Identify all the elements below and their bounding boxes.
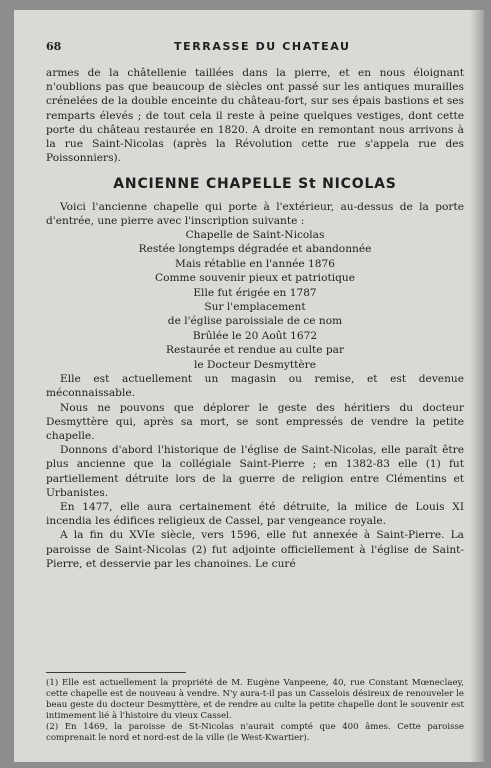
body-paragraph: A la fin du XVIe siècle, vers 1596, elle fut annexée à Saint-Pierre. La paroisse de Saint-Nicolas (2) fut adjointe officiellement à l'église de Saint-Pierre, et desservie par les chanoines. Le curé (46, 529, 464, 570)
section-heading: ANCIENNE CHAPELLE St NICOLAS (113, 176, 397, 193)
inscription-line: Comme souvenir pieux et patriotique (155, 272, 355, 285)
inscription-intro-paragraph: Voici l'ancienne chapelle qui porte à l'extérieur, au-dessus de la porte d'entrée, une pierre avec l'inscription suivante : (46, 200, 464, 227)
footnotes (46, 678, 464, 744)
intro-paragraph: armes de la châtellenie taillées dans la pierre, et en nous éloignant n'oublions pas que beaucoup de siècles ont passé sur les antiques murailles crénelées de la double enceinte du château-fort, sur ses épais bastions et ses remparts élevés ; de tout cela il reste à peine quelques vestiges, dont cette porte du château restaurée en 1820. A droite en remontant nous arrivons à la rue Saint-Nicolas (après la Révolution cette rue s'appela rue des Poissonniers). (46, 67, 464, 165)
inscription-line: Restée longtemps dégradée et abandonnée (138, 243, 372, 256)
inscription-line: Elle fut érigée en 1787 (193, 286, 317, 299)
scan-shadow (470, 10, 484, 762)
body-paragraph: Elle est actuellement un magasin ou remise, et est devenue méconnaissable. (46, 373, 464, 400)
inscription-line: le Docteur Desmyttère (194, 358, 316, 371)
inscription-line: Mais rétablie en l'année 1876 (174, 257, 336, 270)
inscription-line: de l'église paroissiale de ce nom (167, 315, 343, 328)
body-paragraph: Donnons d'abord l'historique de l'église de Saint-Nicolas, elle paraît être plus ancienne que la collégiale Saint-Pierre ; en 1382-83 elle (1) fut partiellement détruite lors de la guerre de religion entre Clémentins et Urbanistes. (46, 444, 464, 499)
body-paragraph: Nous ne pouvons que déplorer le geste des héritiers du docteur Desmyttère qui, après sa mort, se sont empressés de vendre la petite chapelle. (46, 401, 464, 442)
document-page (14, 10, 484, 762)
running-head: TERRASSE DU CHATEAU (174, 40, 351, 53)
body-paragraph: En 1477, elle aura certainement été détruite, la milice de Louis XI incendia les édifices religieux de Cassel, par vengeance royale. (46, 500, 464, 528)
footnote: (1) Elle est actuellement la propriété de M. Eugène Vanpeene, 40, rue Constant Mœneclaey, cette chapelle est de nouveau à vendre. N'y aura-t-il pas un Casselois désireux de renouveler le beau geste du docteur Desmyttère, et de rendre au culte la petite chapelle dont le souvenir est intimement lié à l'histoire du vieux Cassel. (46, 678, 464, 721)
inscription-line: Sur l'emplacement (204, 301, 306, 314)
page-number: 68 (46, 40, 62, 53)
inscription-line: Brûlée le 20 Août 1672 (192, 329, 318, 342)
inscription-line: Chapelle de Saint-Nicolas (185, 229, 325, 242)
footnote-divider (46, 672, 186, 673)
main-text (46, 66, 464, 571)
inscription (46, 228, 464, 372)
footnote: (2) En 1469, la paroisse de St-Nicolas n'aurait compté que 400 âmes. Cette paroisse comprenait le nord et nord-est de la ville (le West-Kwartier). (46, 722, 464, 743)
inscription-line: Restaurée et rendue au culte par (165, 344, 345, 357)
page-header (46, 40, 466, 56)
